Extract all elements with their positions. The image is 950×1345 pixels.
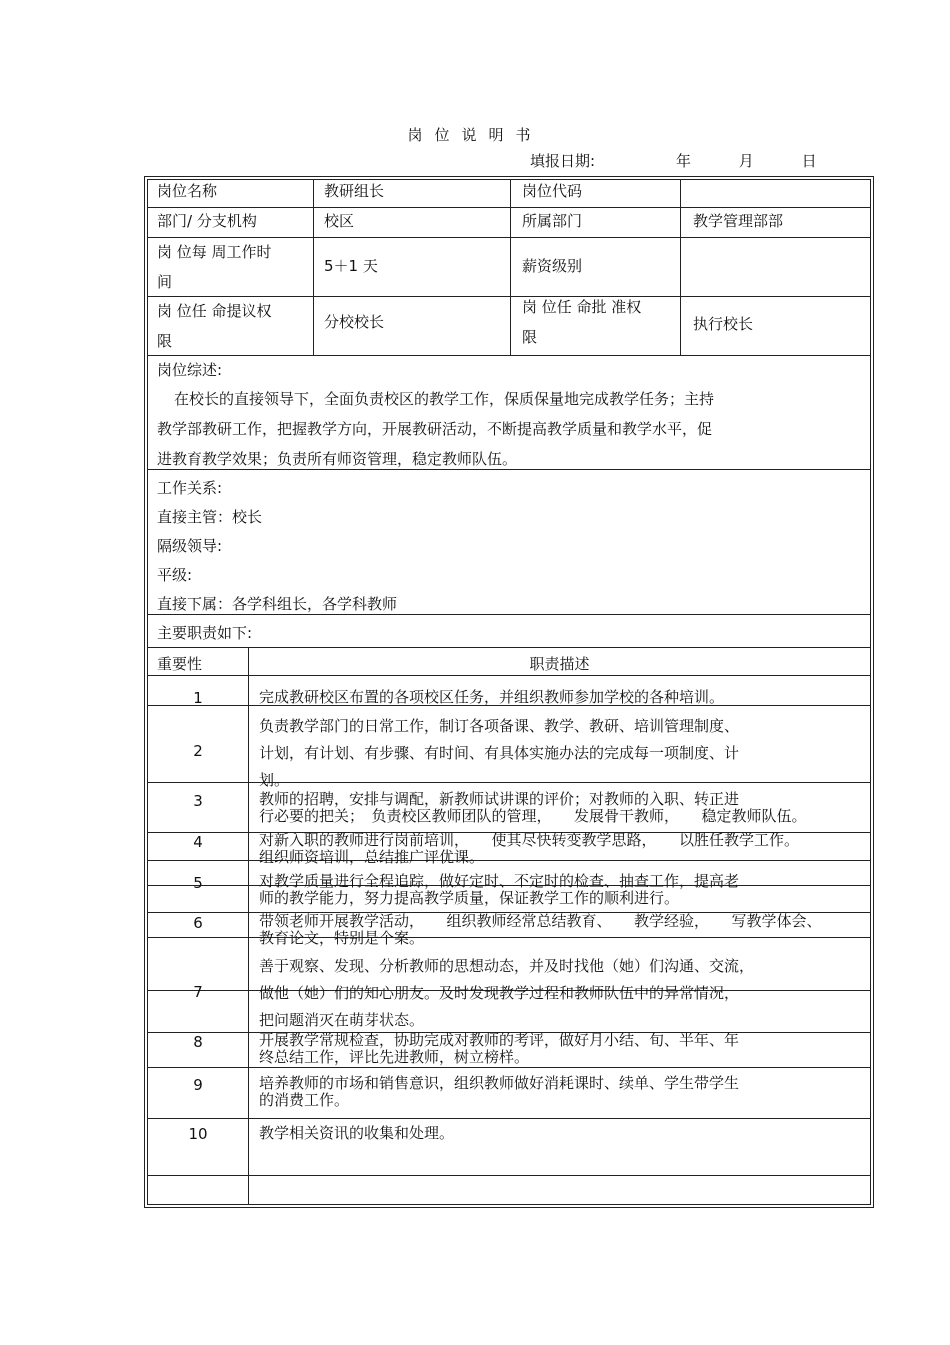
value-appointment-approval: 执行校长 (693, 315, 754, 333)
column-header-importance: 重要性 (157, 655, 203, 673)
relations-peer: 平级: (157, 566, 193, 584)
label-salary-grade: 薪资级别 (522, 257, 583, 275)
date-day: 日 (801, 152, 817, 170)
row-divider (147, 1118, 871, 1119)
column-divider (313, 179, 314, 355)
duty-description: 培养教师的市场和销售意识，组织教师做好消耗课时、续单、学生带学生 的消费工作。 (259, 1074, 740, 1109)
fill-date-fields (676, 150, 817, 171)
duty-description: 负责教学部门的日常工作，制订各项备课、教学、教研、培训管理制度、 计划，有计划、有步骤、有时间、有具体实施办法的完成每一项制度、计 划。 (259, 717, 740, 789)
duty-number: 4 (193, 833, 203, 851)
column-divider (510, 179, 511, 355)
label-department: 部门/ 分支机构 (157, 212, 257, 230)
value-appointment-proposal: 分校校长 (324, 313, 385, 331)
summary-text: 在校长的直接领导下，全面负责校区的教学工作，保质保量地完成教学任务；主持 教学部教研工作，把握教学方向，开展教研活动，不断提高教学质量和教学水平，促 进教育教学效果；负责所有师资管理，稳定教师队伍。 (157, 390, 715, 468)
duty-number: 8 (193, 1033, 203, 1051)
relations-skip-level: 隔级领导: (157, 537, 223, 555)
duty-description: 带领老师开展教学活动， 组织教师经常总结教育、 教学经验， 写教学体会、 教育论文，特别是个案。 (259, 912, 822, 947)
summary-label: 岗位综述: (157, 361, 223, 379)
label-position-name: 岗位名称 (157, 182, 218, 200)
duty-number: 3 (193, 792, 203, 810)
duty-number: 10 (188, 1125, 208, 1143)
label-weekly-work-time: 岗 位每 周工作时 间 (157, 243, 272, 291)
duty-description: 教学相关资讯的收集和处理。 (259, 1124, 455, 1142)
duty-description: 教师的招聘，安排与调配，新教师试讲课的评价；对教师的入职、转正进 行必要的把关； 负责校区教师团队的管理， 发展骨干教师， 稳定教师队伍。 (259, 790, 807, 825)
fill-date-label: 填报日期: (530, 152, 596, 170)
duty-description: 完成教研校区布置的各项校区任务，并组织教师参加学校的各种培训。 (259, 688, 725, 706)
duty-number: 5 (193, 874, 203, 892)
relations-supervisor: 直接主管：校长 (157, 508, 263, 526)
duty-description: 善于观察、发现、分析教师的思想动态，并及时找他（她）们沟通、交流， 做他（她）们的知心朋友。及时发现教学过程和教师队伍中的异常情况， 把问题消灭在萌芽状态。 (259, 957, 755, 1029)
row-divider (147, 647, 871, 648)
label-parent-department: 所属部门 (522, 212, 583, 230)
column-header-description: 职责描述 (529, 655, 590, 673)
document-title: 岗位说明书 (407, 126, 543, 144)
value-position-name: 教研组长 (324, 182, 385, 200)
duty-description: 开展教学常规检查，协助完成对教师的考评，做好月小结、旬、半年、年 终总结工作，评比先进教师，树立榜样。 (259, 1031, 740, 1066)
label-appointment-proposal: 岗 位任 命提议权 限 (157, 302, 272, 350)
duty-number: 2 (193, 742, 203, 760)
value-weekly-work-time: 5＋1 天 (324, 257, 378, 275)
date-year: 年 (676, 152, 692, 170)
duty-description: 对教学质量进行全程追踪，做好定时、不定时的检查、抽查工作，提高老 师的教学能力，努力提高教学质量，保证教学工作的顺利进行。 (259, 872, 740, 907)
row-divider (147, 1175, 871, 1176)
duty-description: 对新入职的教师进行岗前培训， 使其尽快转变教学思路， 以胜任教学工作。 组织师资培训，总结推广评优课。 (259, 831, 800, 866)
date-month: 月 (738, 152, 754, 170)
column-divider (248, 647, 249, 1205)
value-department: 校区 (324, 212, 355, 230)
duty-number: 7 (193, 983, 203, 1001)
duties-heading: 主要职责如下: (157, 624, 253, 642)
duty-number: 9 (193, 1076, 203, 1094)
relations-subordinates: 直接下属：各学科组长，各学科教师 (157, 595, 398, 613)
label-position-code: 岗位代码 (522, 182, 583, 200)
value-parent-department: 教学管理部部 (693, 212, 784, 230)
label-appointment-approval: 岗 位任 命批 准权 限 (522, 298, 642, 346)
relations-label: 工作关系: (157, 479, 223, 497)
duty-number: 6 (193, 914, 203, 932)
row-divider (147, 1067, 871, 1068)
duty-number: 1 (193, 689, 203, 707)
column-divider (680, 179, 681, 355)
